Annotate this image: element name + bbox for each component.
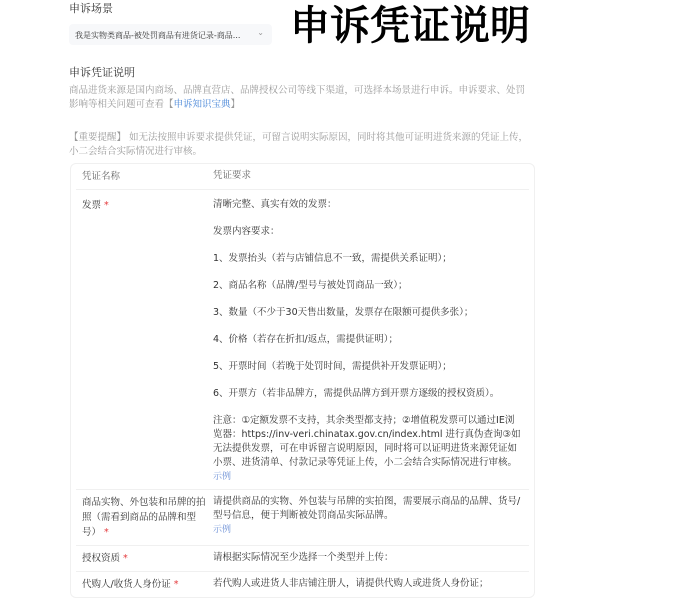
row-name: 代购人/收货人身份证 * <box>82 579 179 590</box>
scene-title: 申诉场景 <box>69 2 113 15</box>
table-row <box>76 190 529 490</box>
req-line: 发票内容要求： <box>213 226 280 237</box>
row-requirement <box>213 198 529 484</box>
row-requirement <box>213 495 529 540</box>
req-line: 3、数量（不少于30天售出数量，发票存在限额可提供多张）； <box>213 307 474 318</box>
example-link[interactable]: 示例 <box>213 525 232 535</box>
row-requirement: 请根据实际情况至少选择一个类型并上传： <box>213 552 394 563</box>
req-note: 注意：①定额发票不支持，其余类型都支持；②增值税发票可以通过IE浏览器：https://inv-veri.chinatax.gov.cn/index.html 进行真伪查询③如无法提供发票，可在申诉留言说明原因，同时将可以证明进货来源凭证如小票、进货清单、付款记录等凭证上传，小二会结合实际情况进行审核。 <box>213 415 521 468</box>
row-name: 授权资质 * <box>82 553 128 564</box>
chevron-down-icon: ⌄ <box>257 28 264 37</box>
evidence-description <box>69 84 529 112</box>
scene-select-value: 我是实物类商品-被处罚商品有进货记录-商品... <box>75 31 241 40</box>
required-mark: * <box>104 527 109 538</box>
req-line: 1、发票抬头（若与店铺信息不一致，需提供关系证明）； <box>213 253 452 264</box>
required-mark: * <box>173 579 179 590</box>
example-link[interactable]: 示例 <box>213 472 232 482</box>
row-requirement: 若代购人或进货人非店铺注册人，请提供代购人或进货人身份证； <box>213 578 489 589</box>
row-name: 发票 * <box>82 200 109 211</box>
table-header <box>76 164 529 190</box>
header-requirement: 凭证要求 <box>213 170 252 181</box>
header-name: 凭证名称 <box>82 171 121 182</box>
req-line: 清晰完整、真实有效的发票： <box>213 199 337 210</box>
table-row <box>76 572 529 597</box>
required-mark: * <box>104 200 109 211</box>
req-text: 请提供商品的实物、外包装与吊牌的实拍图，需要展示商品的品牌、货号/型号信息，便于判断被处罚商品实际品牌。 <box>213 496 521 521</box>
evidence-title: 申诉凭证说明 <box>69 66 135 79</box>
table-row <box>76 546 529 572</box>
req-line: 6、开票方（若非品牌方，需提供品牌方到开票方逐级的授权资质）。 <box>213 388 500 399</box>
req-line: 4、价格（若存在折扣/返点，需提供证明）； <box>213 334 398 345</box>
scene-select[interactable] <box>69 24 272 45</box>
overlay-title: 申诉凭证说明 <box>290 3 530 49</box>
knowledge-link[interactable]: 申诉知识宝典 <box>173 99 231 110</box>
evidence-table <box>70 163 535 598</box>
req-line: 5、开票时间（若晚于处罚时间，需提供补开发票证明）； <box>213 361 452 372</box>
table-row <box>76 490 529 546</box>
required-mark: * <box>123 553 128 564</box>
important-reminder: 【重要提醒】 如无法按照申诉要求提供凭证，可留言说明实际原因，同时将其他可证明进货来源的凭证上传，小二会结合实际情况进行审核。 <box>69 132 529 157</box>
desc-text: 商品进货来源是国内商场、品牌直营店、品牌授权公司等线下渠道，可选择本场景进行申诉。申诉要求、处罚影响等相关问题可查看【 <box>69 85 526 110</box>
row-name: 商品实物、外包装和吊牌的拍照（需看到商品的品牌和型号） * <box>82 497 206 538</box>
req-line: 2、商品名称（品牌/型号与被处罚商品一致）； <box>213 280 408 291</box>
desc-end: 】 <box>230 99 241 110</box>
